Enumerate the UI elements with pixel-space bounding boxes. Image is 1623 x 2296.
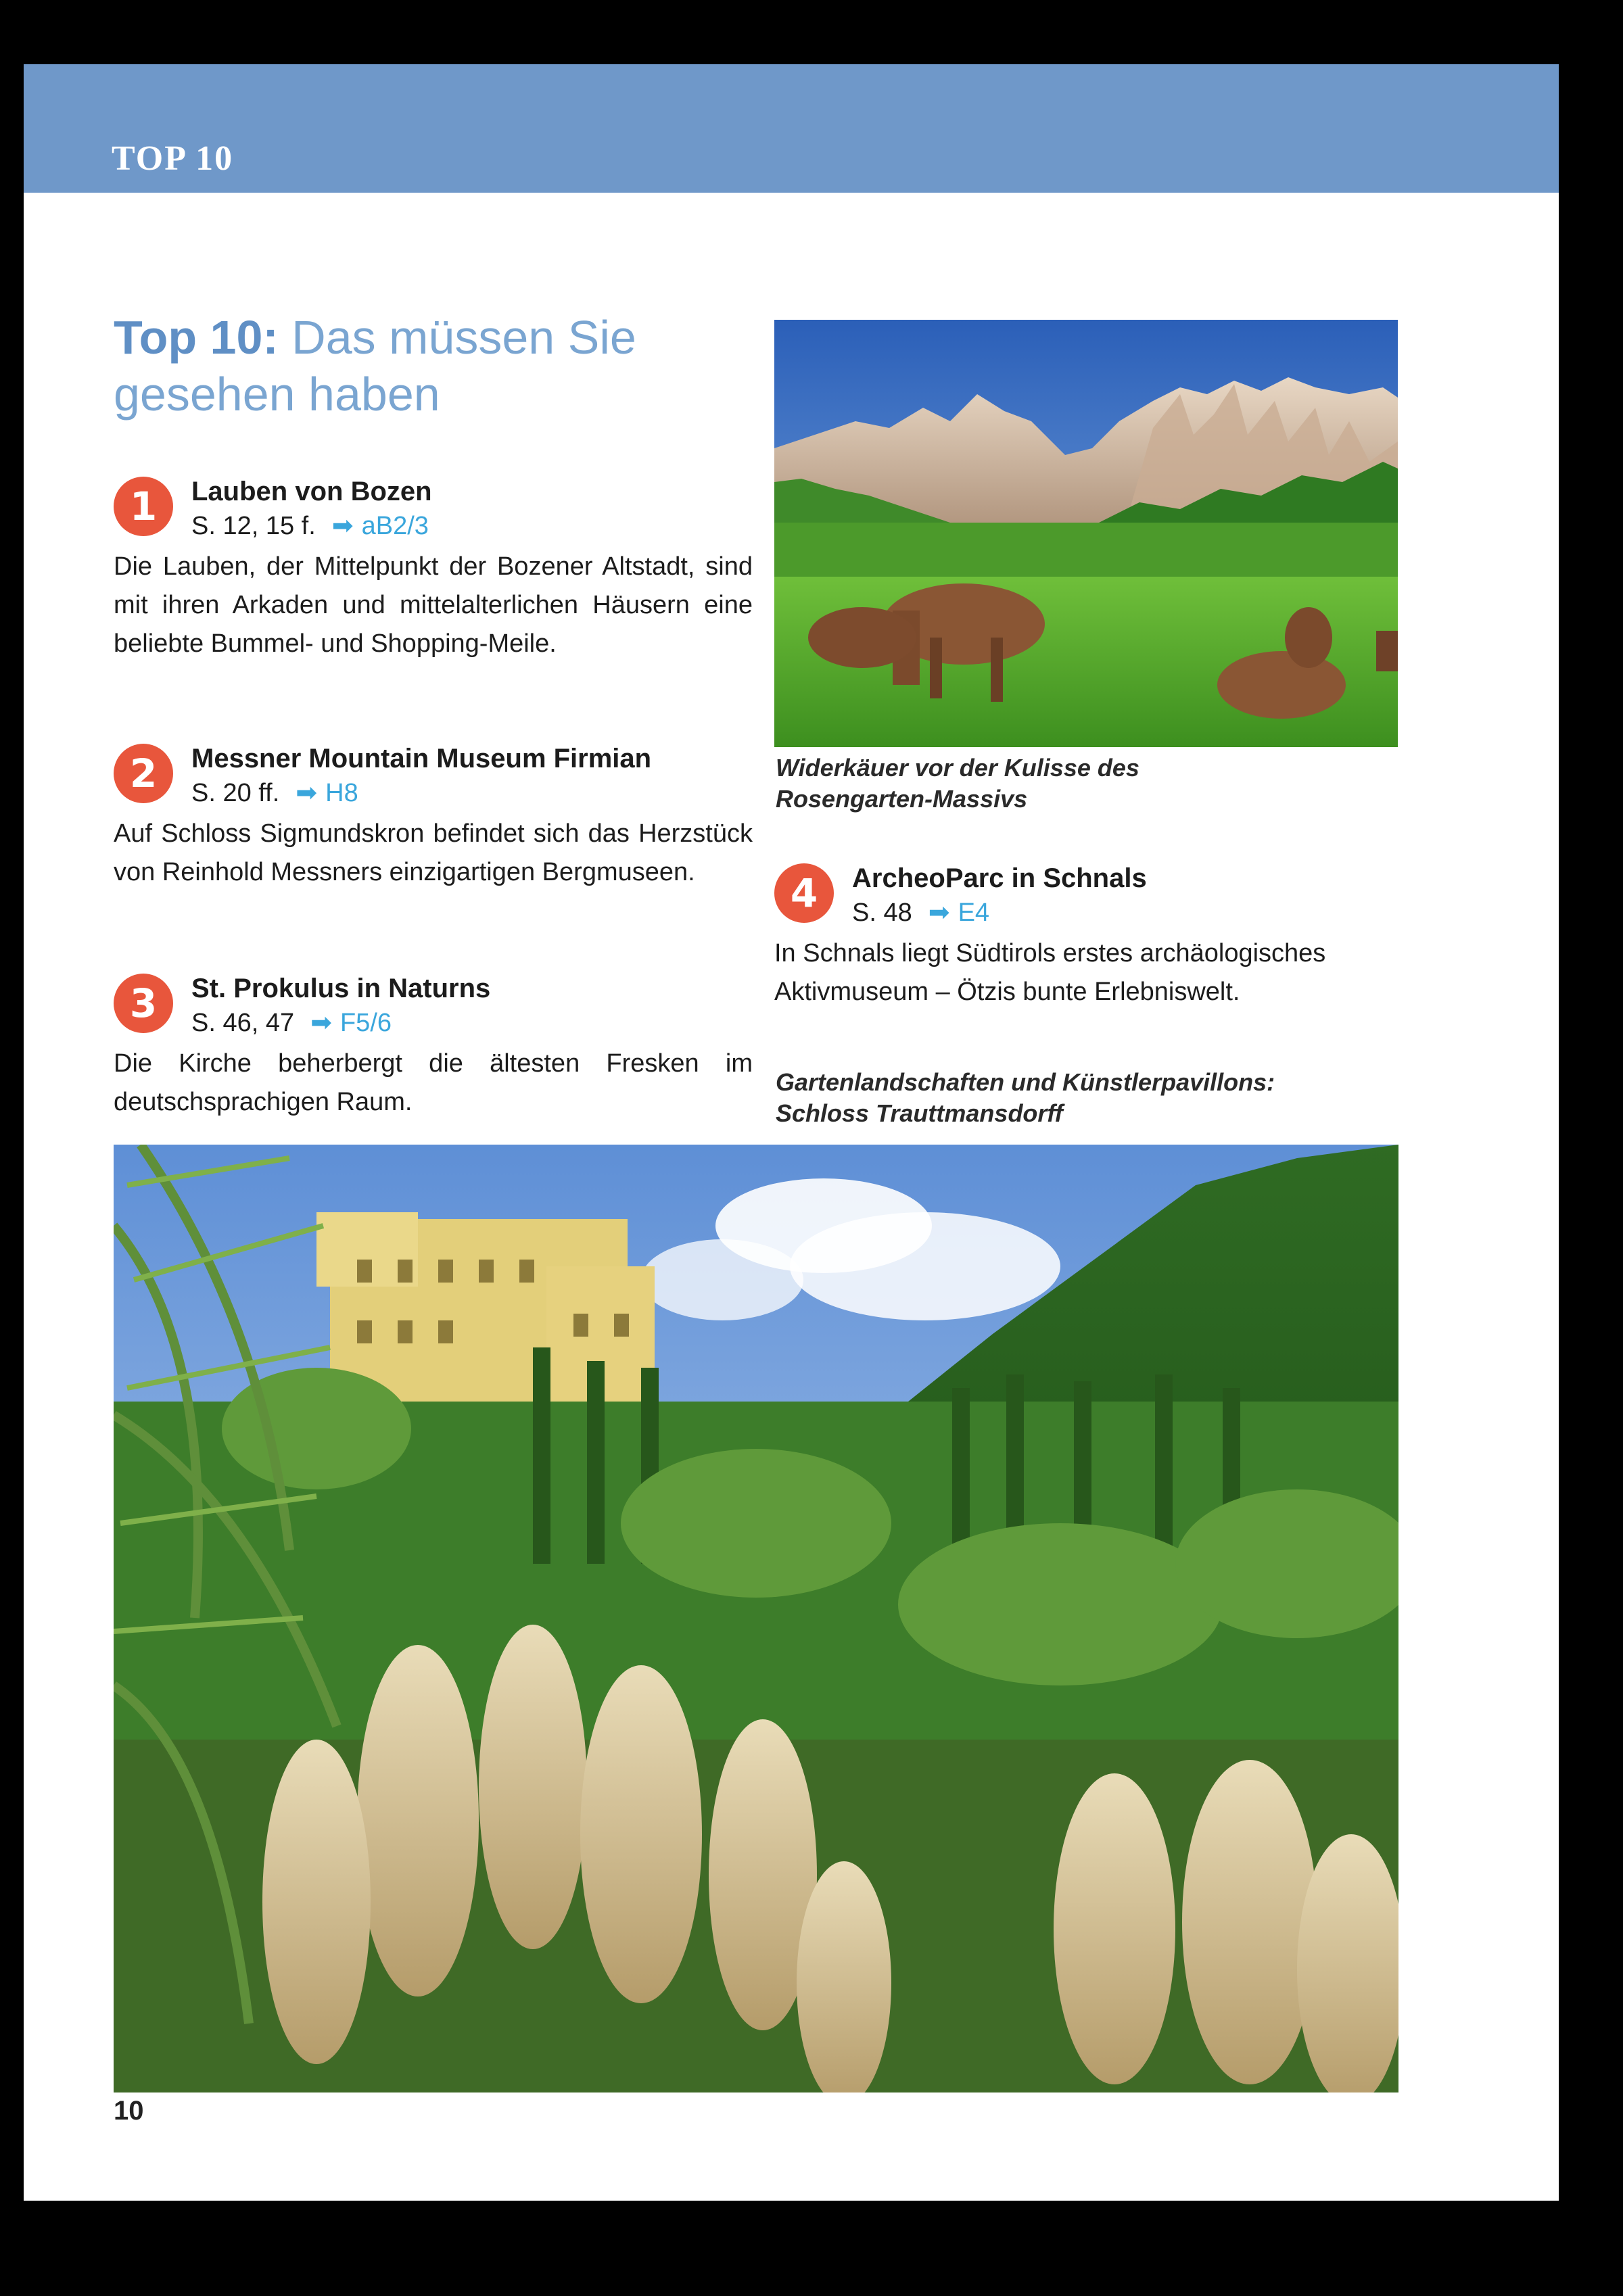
- item-description: Die Lauben, der Mittelpunkt der Bozener Altstadt, sind mit ihren Arkaden und mittelalterlichen Häusern eine beliebte Bummel- und Shopping-Meile.: [114, 552, 753, 658]
- number-badge: 3: [114, 974, 173, 1033]
- header-bar: [24, 64, 1559, 193]
- page-number: 10: [114, 2096, 144, 2126]
- page-reference: S. 48: [852, 899, 912, 927]
- item-reference: [191, 1007, 392, 1038]
- photo-cows-mountains: [774, 320, 1398, 747]
- book-page: [24, 64, 1559, 2201]
- map-reference[interactable]: F5/6: [339, 1009, 392, 1037]
- page-title: [114, 309, 790, 423]
- arrow-right-icon: ➡: [310, 1009, 332, 1037]
- map-reference[interactable]: H8: [325, 779, 358, 807]
- item-title: Lauben von Bozen: [191, 477, 432, 506]
- item-title: St. Prokulus in Naturns: [191, 974, 491, 1003]
- number-badge: 2: [114, 744, 173, 803]
- page-reference: S. 12, 15 f.: [191, 512, 316, 540]
- map-reference[interactable]: E4: [958, 899, 990, 927]
- header-label: TOP 10: [112, 139, 234, 178]
- number-badge: 4: [774, 863, 834, 923]
- arrow-right-icon: ➡: [928, 899, 950, 927]
- item-description: Auf Schloss Sigmundskron befindet sich das Herzstück von Reinhold Messners einzigartigen Bergmuseen.: [114, 819, 753, 886]
- item-reference: [191, 778, 358, 808]
- photo-caption-mountain: Widerkäuer vor der Kulisse des Rosengarten-Massivs: [776, 754, 1139, 813]
- item-title: Messner Mountain Museum Firmian: [191, 744, 652, 773]
- photo-castle-gardens: [114, 1145, 1398, 2092]
- map-reference[interactable]: aB2/3: [361, 512, 429, 540]
- item-description: In Schnals liegt Südtirols erstes archäologisches Aktivmuseum – Ötzis bunte Erlebniswelt.: [774, 939, 1326, 1006]
- item-reference: [191, 510, 429, 541]
- photo-caption-castle: Gartenlandschaften und Künstlerpavillons: Schloss Trauttmansdorff: [776, 1068, 1275, 1127]
- arrow-right-icon: ➡: [331, 512, 354, 540]
- number-badge: 1: [114, 477, 173, 536]
- page-title-prefix: Top 10:: [114, 311, 279, 364]
- arrow-right-icon: ➡: [296, 779, 318, 807]
- item-description: Die Kirche beherbergt die ältesten Fresken im deutschsprachigen Raum.: [114, 1049, 753, 1116]
- page-reference: S. 46, 47: [191, 1009, 295, 1037]
- item-title: ArcheoParc in Schnals: [852, 863, 1147, 893]
- page-title-text: Das müssen Sie gesehen haben: [114, 311, 636, 421]
- item-reference: [852, 897, 989, 928]
- page-reference: S. 20 ff.: [191, 779, 280, 807]
